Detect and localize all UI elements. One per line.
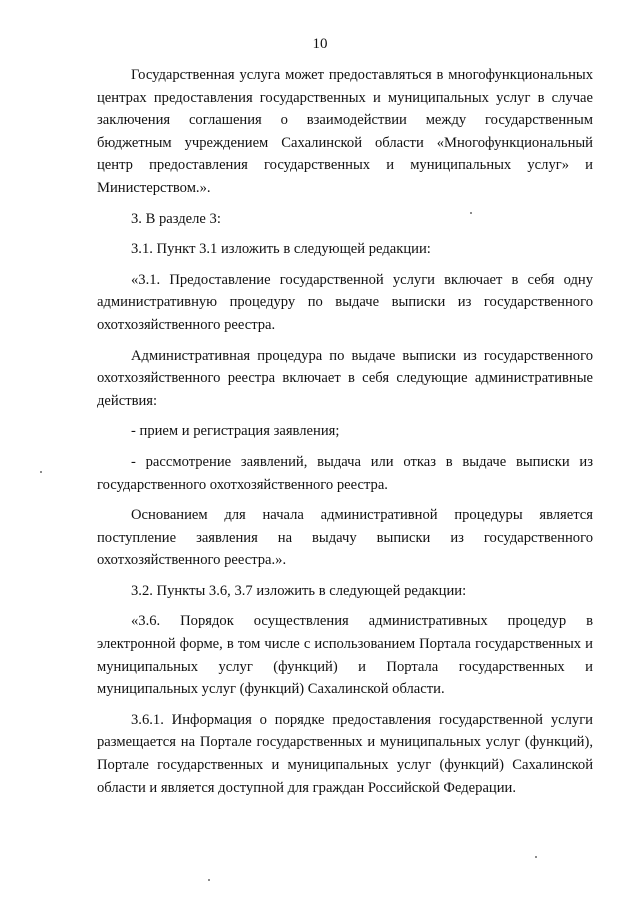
- paragraph-item-3-1-text: «3.1. Предоставление государственной услуги включает в себя одну административную процедуру по выдаче выписки из государственного охотхозяйственного реестра.: [97, 271, 593, 333]
- scan-speck: [40, 471, 42, 473]
- document-body: [97, 64, 593, 799]
- paragraph-item-3-6-text: «3.6. Порядок осуществления административных процедур в электронной форме, в том числе с использованием Портала государственных и муниципальных услуг (функций) и Портала государственных и муниципальных услуг (функций) Сахалинской области.: [97, 613, 593, 698]
- paragraph-item-3-2-intro: 3.2. Пункты 3.6, 3.7 изложить в следующей редакции:: [131, 582, 467, 599]
- paragraph-section-3-heading: 3. В разделе 3:: [131, 210, 221, 227]
- scan-speck: [470, 212, 472, 214]
- paragraph-item-3-6-1-text: 3.6.1. Информация о порядке предоставления государственной услуги размещается на Портале государственных и муниципальных услуг (функций), Портале государственных и муниципальных услуг (функций) Сахалинской области и является доступной для граждан Российской Федерации.: [97, 711, 593, 796]
- list-item-review: - рассмотрение заявлений, выдача или отказ в выдаче выписки из государственного охотхозяйственного реестра.: [97, 453, 593, 493]
- paragraph-procedure-actions: Административная процедура по выдаче выписки из государственного охотхозяйственного реестра включает в себя следующие административные действия:: [97, 347, 593, 409]
- scan-speck: [535, 856, 537, 858]
- page-number: 10: [312, 36, 328, 52]
- list-item-reception: - прием и регистрация заявления;: [131, 423, 340, 440]
- paragraph-mfc-provision: Государственная услуга может предоставляться в многофункциональных центрах предоставления государственных и муниципальных услуг в случае заключения соглашения о взаимодействии между государственным бюджетным учреждением Сахалинской области «Многофункциональный центр предоставления государственных и муниципальных услуг» и Министерством.».: [97, 67, 593, 196]
- scan-speck: [208, 879, 210, 881]
- paragraph-item-3-1-intro: 3.1. Пункт 3.1 изложить в следующей редакции:: [131, 241, 431, 258]
- paragraph-procedure-basis: Основанием для начала административной процедуры является поступление заявления на выдачу выписки из государственного охотхозяйственного реестра.».: [97, 507, 593, 569]
